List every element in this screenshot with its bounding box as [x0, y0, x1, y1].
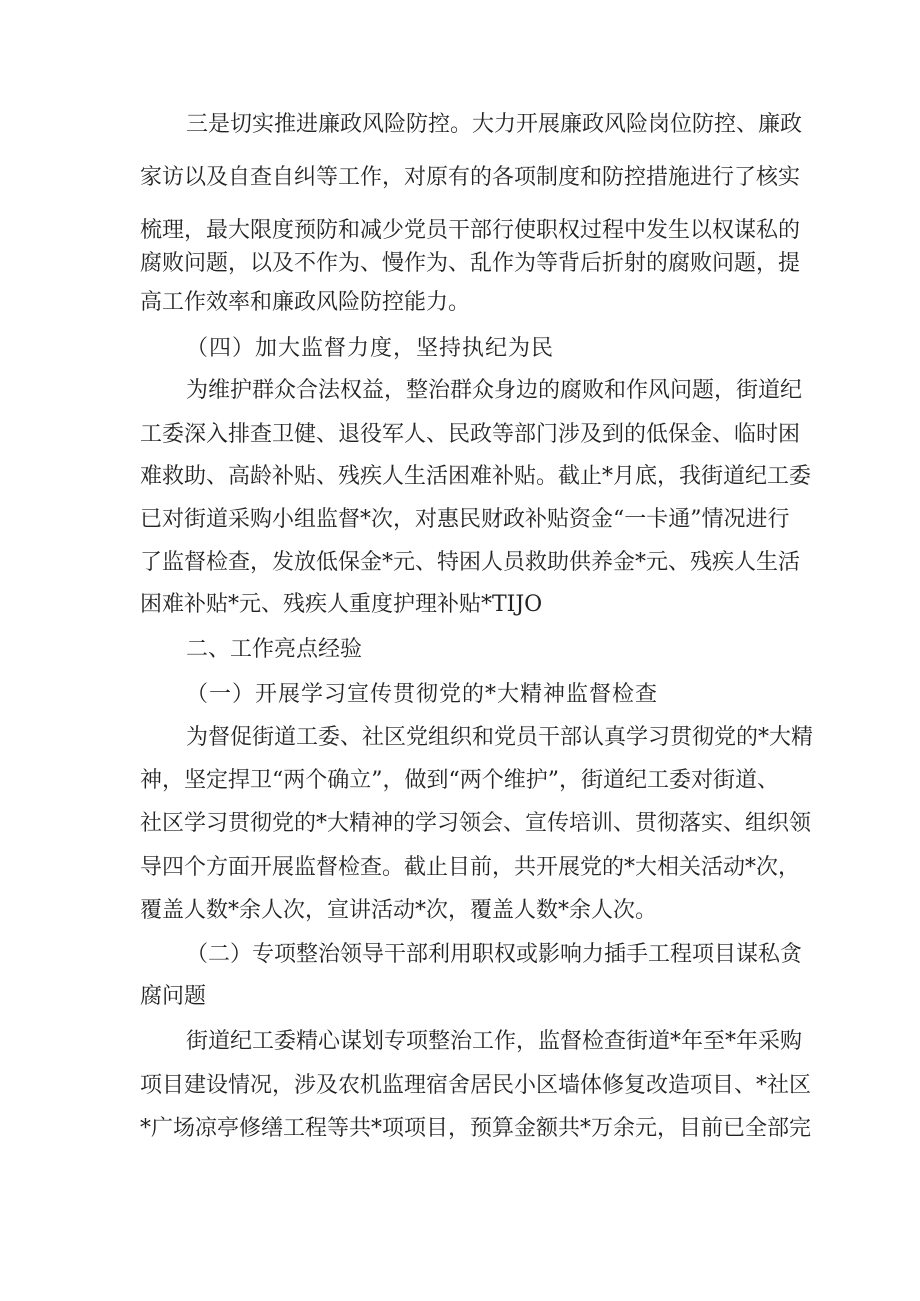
paragraph-line: 覆盖人数*余人次，宣讲活动*次，覆盖人数*余人次。 — [140, 898, 658, 923]
subsection-heading-continued: 腐问题 — [140, 984, 207, 1009]
paragraph-line: 已对街道采购小组监督*次，对惠民财政补贴资金“一卡通”情况进行 — [140, 507, 790, 532]
paragraph-line: 街道纪工委精心谋划专项整治工作，监督检查街道*年至*年采购 — [186, 1029, 803, 1054]
paragraph-line: 三是切实推进廉政风险防控。大力开展廉政风险岗位防控、廉政 — [186, 112, 803, 137]
subsection-heading: （二）专项整治领导干部利用职权或影响力插手工程项目谋私贪 — [186, 942, 803, 967]
paragraph-line: 为维护群众合法权益，整治群众身边的腐败和作风问题，街道纪 — [186, 378, 803, 403]
paragraph-line: *广场凉亭修缮工程等共*项项目，预算金额共*万余元，目前已全部完 — [140, 1116, 812, 1141]
paragraph-line: 工委深入排查卫健、退役军人、民政等部门涉及到的低保金、临时困 — [140, 422, 801, 447]
paragraph-line: 社区学习贯彻党的*大精神的学习领会、宣传培训、贯彻落实、组织领 — [140, 811, 812, 836]
paragraph-line: 项目建设情况，涉及农机监理宿舍居民小区墙体修复改造项目、*社区 — [140, 1073, 812, 1098]
paragraph-line: 梳理，最大限度预防和减少党员干部行使职权过程中发生以权谋私的 — [140, 218, 801, 243]
paragraph-line: 导四个方面开展监督检查。截止目前，共开展党的*大相关活动*次， — [140, 855, 801, 880]
paragraph-line: 难救助、高龄补贴、残疾人生活困难补贴。截止*月底，我街道纪工委 — [140, 464, 812, 489]
section-heading: 二、工作亮点经验 — [186, 637, 363, 662]
paragraph-line: 为督促街道工委、社区党组织和党员干部认真学习贯彻党的*大精 — [186, 725, 814, 750]
paragraph-line: 了监督检查，发放低保金*元、特困人员救助供养金*元、残疾人生活 — [140, 550, 801, 575]
paragraph-line: 腐败问题，以及不作为、慢作为、乱作为等背后折射的腐败问题，提 — [140, 251, 801, 276]
paragraph-line: 困难补贴*元、残疾人重度护理补贴*TIJO — [140, 592, 543, 617]
section-heading: （四）加大监督力度，坚持执纪为民 — [186, 336, 555, 361]
paragraph-line: 高工作效率和廉政风险防控能力。 — [140, 290, 471, 315]
paragraph-line: 神，坚定捍卫“两个确立”，做到“两个维护”，街道纪工委对街道、 — [140, 768, 779, 793]
subsection-heading: （一）开展学习宣传贯彻党的*大精神监督检查 — [186, 682, 659, 707]
paragraph-line: 家访以及自查自纠等工作，对原有的各项制度和防控措施进行了核实 — [140, 165, 801, 190]
